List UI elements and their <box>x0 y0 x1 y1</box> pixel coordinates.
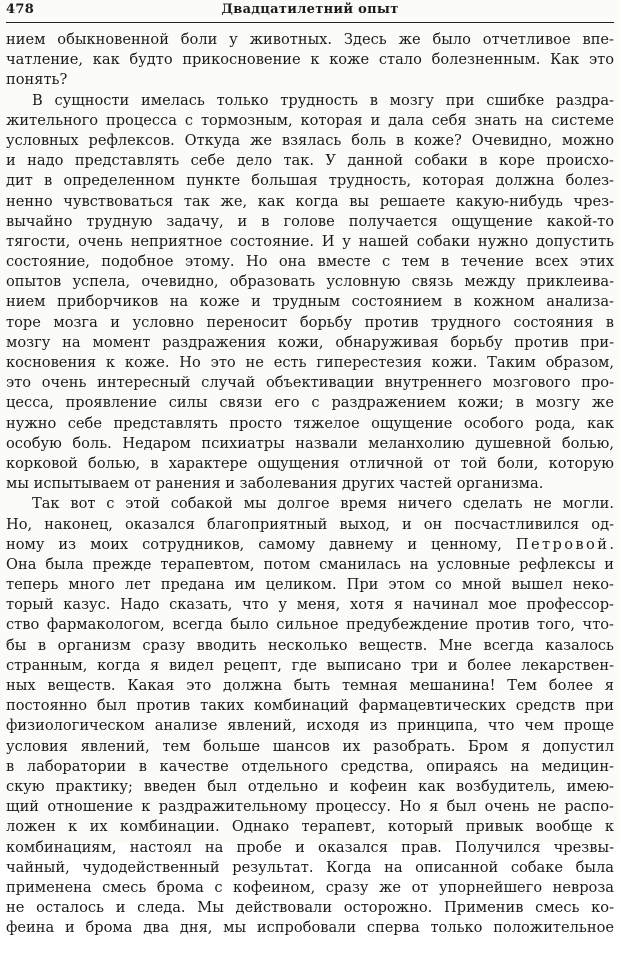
text-line: ложен к их комбинации. Однако терапевт, который привык вообще к <box>6 818 614 836</box>
text-line: ному из моих сотрудников, самому давнему и ценному, Петровой. <box>6 535 614 553</box>
text-line: Но, наконец, оказался благоприятный выход, и он посчастливился од- <box>6 515 614 533</box>
text-line: цесса, проявление силы связи его с раздражением кожи; в мозгу же <box>6 394 614 412</box>
text-line: В сущности имелась только трудность в мозгу при сшибке раздра- <box>32 91 614 109</box>
text-line: жительного процесса с тормозным, которая и дала себя знать на системе <box>6 111 614 129</box>
text-line: мозгу на момент раздражения кожи, обнаруживая борьбу против при- <box>6 333 614 351</box>
text-line: чатление, как будто прикосновение к коже стало болезненным. Как это <box>6 51 614 69</box>
text-line: дит в определенном пункте большая трудность, которая должна болез- <box>6 172 614 190</box>
text-line: понять? <box>6 71 68 89</box>
page-header <box>6 0 614 23</box>
text-line <box>6 938 614 958</box>
text-line: тягости, очень неприятное состояние. И у нашей собаки нужно допустить <box>6 232 614 250</box>
text-line: Так вот с этой собакой мы долгое время ничего сделать не могли. <box>32 495 614 513</box>
text-line: торый казус. Надо сказать, что у меня, хотя я начинал мое профессор- <box>6 596 614 614</box>
text-line: состояние, подобное этому. Но она вместе с тем в течение всех этих <box>6 253 614 271</box>
text-line: постоянно был против таких комбинаций фармацевтических средств при <box>6 697 614 715</box>
text-line: особую боль. Недаром психиатры назвали меланхолию душевной болью, <box>6 434 614 452</box>
text-line: скую практику; введен был отдельно и кофеин как возбудитель, имею- <box>6 777 614 795</box>
text-line: и надо представлять себе дело так. У данной собаки в коре происхо- <box>6 152 614 170</box>
text-line: Она была прежде терапевтом, потом сманилась на условные рефлексы и <box>6 555 614 573</box>
text-line: теперь много лет предана им целиком. При этом со мной вышел неко- <box>6 576 614 594</box>
spaced-surname: Петровой <box>515 535 610 553</box>
text-line: мы испытываем от ранения и заболевания других частей организма. <box>6 475 544 493</box>
text-line: косновения к коже. Но это не есть гиперестезия кожи. Таким образом, <box>6 354 614 371</box>
text-line: бы в организм сразу вводить несколько веществ. Мне всегда казалось <box>6 636 614 654</box>
running-title: Двадцатилетний опыт <box>221 2 399 17</box>
text-line: щий отношение к раздражительному процессу. Но я был очень не распо- <box>6 798 614 816</box>
text-line: не осталось и следа. Мы действовали осторожно. Применив смесь ко- <box>6 899 614 917</box>
text-line: условных рефлексов. Откуда же взялась боль в коже? Очевидно, можно <box>6 131 614 149</box>
body-text <box>6 30 614 959</box>
text-line: корковой болью, в характере ощущения отличной от той боли, которую <box>6 454 614 472</box>
text-line: нием обыкновенной боли у животных. Здесь же было отчетливое впе- <box>6 31 614 48</box>
page-number: 478 <box>6 2 35 17</box>
text-line: нужно себе представлять просто тяжелое ощущение особого рода, как <box>6 414 614 432</box>
text-line: условия явлений, тем больше шансов их разобрать. Бром я допустил <box>6 737 614 755</box>
text-line: чайный, чудодейственный результат. Когда на описанной собаке была <box>6 858 614 876</box>
text-line: вычайно трудную задачу, и в голове получается ощущение какой-то <box>6 212 614 230</box>
text-line: опытов успела, очевидно, образовать условную связь между приклеива- <box>6 273 614 291</box>
text-line: применена смесь брома с кофеином, сразу же от упорнейшего невроза <box>6 878 614 896</box>
text-line: ство фармакологом, всегда было сильное предубеждение против того, что- <box>6 616 614 634</box>
text-line: ненно чувствоваться так же, как когда вы решаете какую-нибудь чрез- <box>6 192 614 210</box>
text-line: феина и брома два дня, мы испробовали сперва только положительное <box>6 919 614 937</box>
text-line: физиологическом анализе явлений, исходя из принципа, что чем проще <box>6 717 614 735</box>
text-line: торе мозга и условно переносит борьбу против трудного состояния в <box>6 313 614 331</box>
text-line: комбинациям, настоял на пробе и оказался прав. Получился чрезвы- <box>6 838 614 856</box>
text-line: ных веществ. Какая это должна быть темная мешанина! Тем более я <box>6 677 614 694</box>
text-line: странным, когда я видел рецепт, где выписано три и более лекарствен- <box>6 656 614 674</box>
text-line: это очень интересный случай объективации внутреннего мозгового про- <box>6 374 614 392</box>
text-line: нием приборчиков на коже и трудным состоянием в кожном анализа- <box>6 293 614 311</box>
text-line: в лаборатории в качестве отдельного средства, опираясь на медицин- <box>6 757 614 775</box>
